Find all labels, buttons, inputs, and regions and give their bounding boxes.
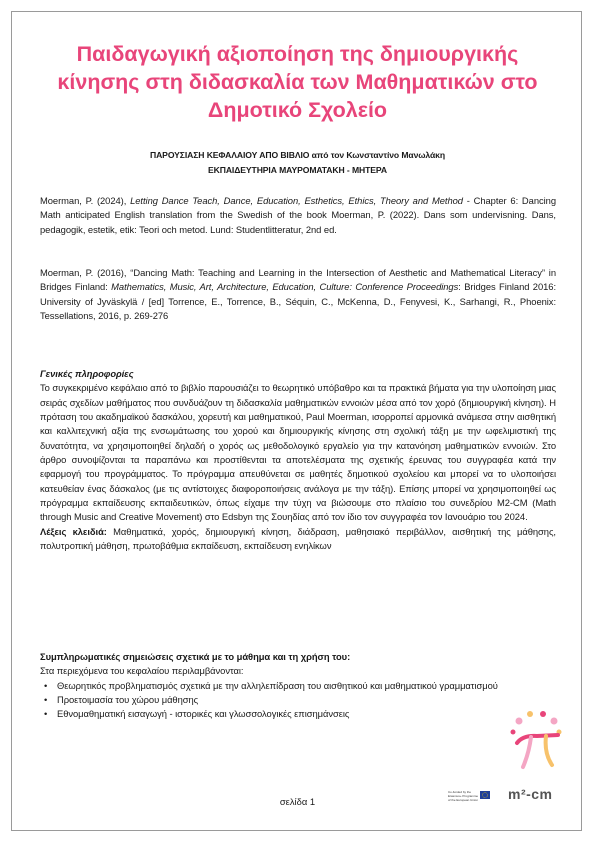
general-info-heading: Γενικές πληροφορίες bbox=[40, 368, 134, 379]
ref1-authors: Moerman, P. (2024), bbox=[40, 195, 131, 206]
bullet-icon: • bbox=[44, 694, 48, 706]
document-title: Παιδαγωγική αξιοποίηση της δημιουργικής κίνησης στη διδασκαλία των Μαθηματικών στο Δημοτικό Σχολείο bbox=[57, 42, 538, 122]
keywords-list: Μαθηματικά, χορός, δημιουργική κίνηση, διάδραση, μαθησιακό περιβάλλον, αισθητική της μάθησης, πολυτροπική μάθηση, πρωτοβάθμια εκπαίδευση, εκπαίδευση ενηλίκων bbox=[40, 525, 556, 552]
svg-text:Erasmus+ Programme: Erasmus+ Programme bbox=[448, 794, 479, 798]
general-info-section bbox=[40, 367, 556, 553]
keywords-line bbox=[40, 525, 556, 554]
subtitle-line-1: ΠΑΡΟΥΣΙΑΣΗ ΚΕΦΑΛΑΙΟΥ ΑΠΟ ΒΙΒΛΙΟ από τον Κωνσταντίνο Μανωλάκη bbox=[149, 150, 446, 160]
ref2-authors: Moerman, P. (2016), “Dancing Math: Teaching and Learning in the Intersection of Aesthetic and Mathematical Literacy” in Bridges Finland: bbox=[40, 267, 556, 293]
page-number: σελίδα 1 bbox=[279, 796, 316, 807]
keywords-label: Λέξεις κλειδιά: bbox=[40, 525, 107, 537]
reference-1 bbox=[40, 194, 556, 237]
document-subtitle bbox=[60, 148, 535, 178]
list-item: • Προετοιμασία του χώρου μάθησης bbox=[40, 693, 556, 707]
ref2-proceedings-title: Mathematics, Music, Art, Architecture, Education, Culture: Conference Proceedings bbox=[111, 281, 459, 293]
notes-intro: Στα περιεχόμενα του κεφαλαίου περιλαμβάνονται: bbox=[40, 665, 244, 677]
ref1-details: - Chapter 6: Dancing Math anticipated English translation from the Swedish of the book Moerman, P. (2022). Dans som undervisning. Dans, pedagogik, estetik, etik: Teori och metod. Lund: Studentlitteratur, 2nd ed. bbox=[40, 195, 556, 235]
svg-text:of the European Union: of the European Union bbox=[448, 798, 479, 802]
eu-cofunded-text: Co-funded by the bbox=[448, 790, 472, 794]
bullet-icon: • bbox=[44, 679, 48, 691]
notes-list bbox=[40, 679, 556, 722]
bullet-icon: • bbox=[44, 708, 48, 720]
notes-section bbox=[40, 650, 556, 722]
notes-heading: Συμπληρωματικές σημειώσεις σχετικά με το μάθημα και τη χρήση του: bbox=[40, 651, 351, 662]
ref2-details: : Bridges Finland 2016: University of Jyväskylä / [ed] Torrence, E., Torrence, B., Séquin, C., McKenna, D., Fenyvesi, K., Sarhangi, R., Phoenix: Tessellations, 2016, p. 269-276 bbox=[40, 281, 557, 322]
m2cm-pi-logo-icon bbox=[503, 705, 571, 777]
list-item: • Θεωρητικός προβληματισμός σχετικά με την αλληλεπίδραση του αισθητικού και μαθηματικού γραμματισμού bbox=[40, 679, 556, 693]
m2cm-logo-text: m²-cm bbox=[508, 786, 553, 802]
reference-2 bbox=[40, 266, 556, 323]
general-info-text: Το συγκεκριμένο κεφάλαιο από το βιβλίο παρουσιάζει το θεωρητικό υπόβαθρο και τα πρακτικά βήματα για την υλοποίηση μιας σειράς σχεδίων μαθήματος που συνδυάζουν τη διδασκαλία μαθηματικών εννοιών μέσα από τον χορό (δημιουργική κίνηση). Η πρόταση του ακαδημαϊκού δασκάλου, χορευτή και μαθηματικού, Paul Moerman, ισορροπεί αρμονικά ανάμεσα στην αισθητική και καλλιτεχνική αξία της ενσωμάτωσης του χορού και δημιουργικής κίνησης στη σχολική τάξη με την ωφελιμιστική της δυνατότητα, να χρησιμοποιηθεί δηλαδή ο χορός ως μεθοδολογικό εργαλείο για την κατανόηση μαθηματικών εννοιών. Στο άρθρο συνοψίζονται τα παραπάνω και προστίθενται τα αποτελέσματα της σχετικής έρευνας του συγγραφέα κατά την εφαρμογή του προγράμματος. Το πρόγραμμα απευθύνεται σε μαθητές δημοτικού σχολείου και μπορεί να το υλοποιήσει κατευθείαν ένας δάσκαλος (με τις αντίστοιχες διαφοροποιήσεις ανάλογα με την τάξη). Επίσης μπορεί να χρησιμοποιηθεί ως πρόγραμμα εκπαίδευσης εκπαιδευτικών, όπως είχαμε την τύχη να βιώσουμε στο πλαίσιο του συνεδρίου M2-CM (Math through Music and Creative Movement) στο Edsbyn της Σουηδίας από τον ίδιο τον συγγραφέα τον Ιανουάριο του 2024. bbox=[40, 382, 556, 523]
subtitle-line-2: ΕΚΠΑΙΔΕΥΤΗΡΙΑ ΜΑΥΡΟΜΑΤΑΚΗ - ΜΗΤΕΡΑ bbox=[207, 165, 388, 175]
ref1-book-title: Letting Dance Teach, Dance, Education, Esthetics, Ethics, Theory and Method bbox=[130, 195, 463, 206]
list-item: • Εθνομαθηματική εισαγωγή - ιστορικές και γλωσσολογικές επισημάνσεις bbox=[40, 707, 556, 721]
